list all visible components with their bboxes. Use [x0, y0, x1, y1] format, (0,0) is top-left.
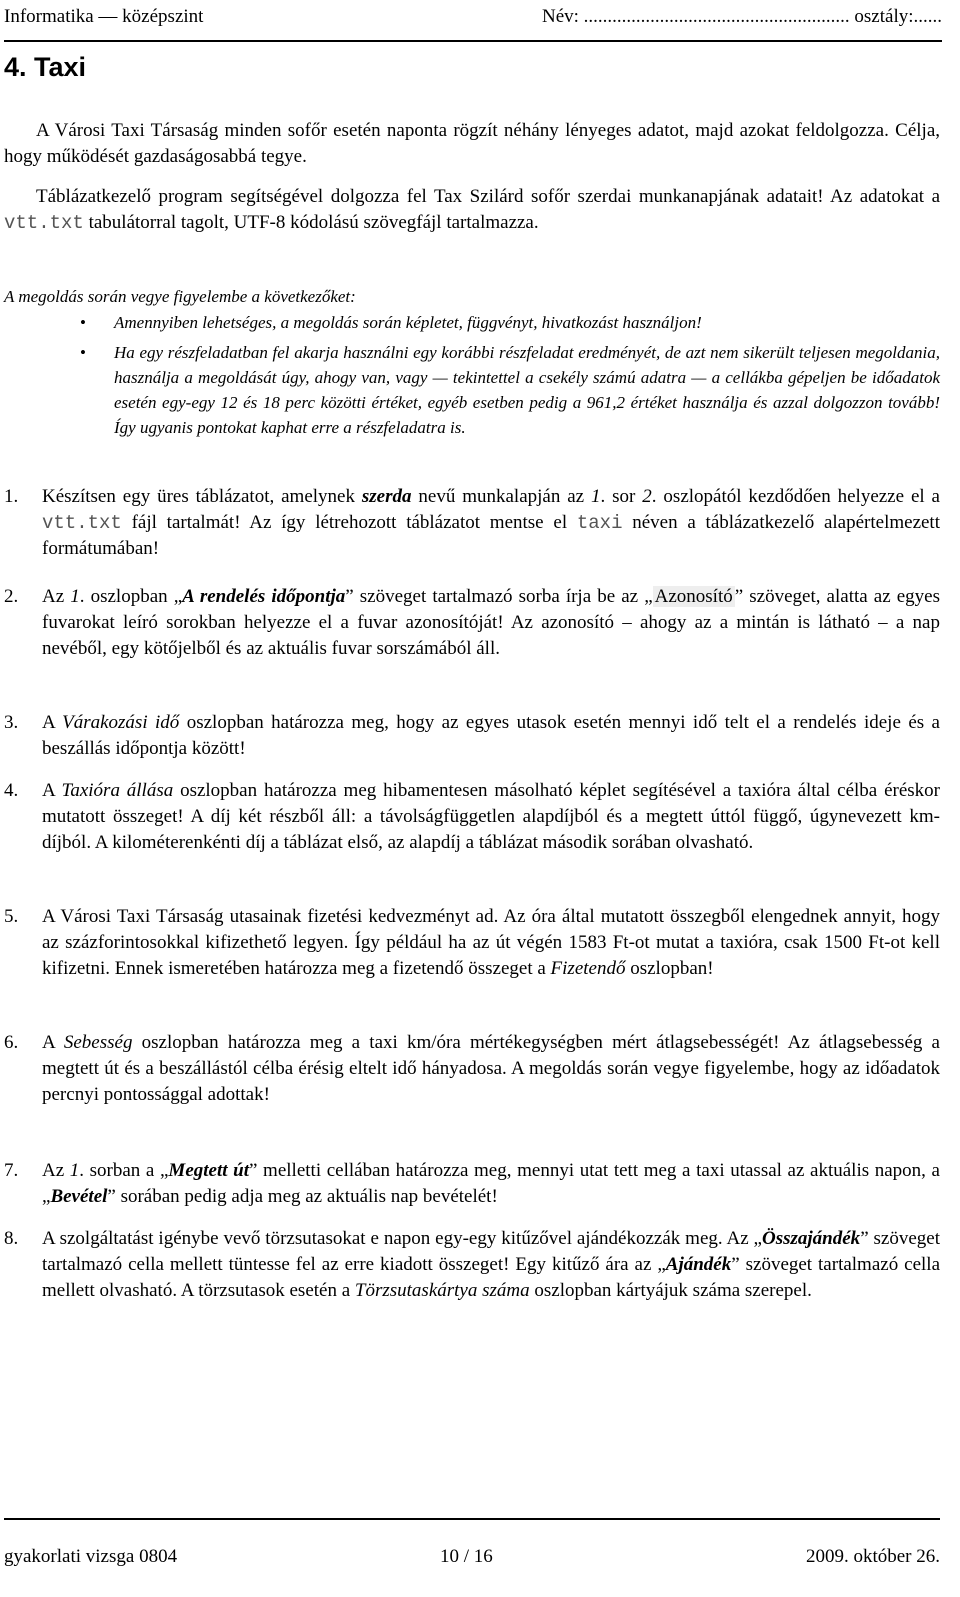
header-name-field: Név: ........................................................ osztály:...... [541, 6, 942, 27]
footer-date: 2009. október 26. [805, 1546, 940, 1567]
footer-page-number: 10 / 16 [440, 1546, 493, 1567]
highlighted-label: Azonosító [654, 586, 733, 607]
notes-bullet: • Ha egy részfeladatban fel akarja használni egy korábbi részfeladat eredményét, de azt nem sikerült teljesen megoldania, használja a megoldását úgy, ahogy van, vagy — tekintettel a csekély számú adatra — a cellákba gépeljen be időadatok esetén egy-egy 12 és 18 perc közötti értéket, egyéb esetben pedig a 961,2 értéket használja és azzal dolgozzon tovább! Így ugyanis pontokat kaphat erre a részfeladatra is. [114, 340, 940, 440]
notes-heading: A megoldás során vegye figyelembe a következőket: [4, 287, 356, 306]
task-4: 4. A Taxióra állása oszlopban határozza meg hibamentesen másolható képlet segítésével a taxióra által célba éréskor mutatott összeget! A díj két részből áll: a távolságfüggetlen alapdíjból és a megtett úttól függő, úgynevezett km-díjból. A kilométerenkénti díj a táblázat első, az alapdíj a táblázat második sorában olvasható. [4, 780, 940, 853]
task-1: 1. Készítsen egy üres táblázatot, amelynek szerda nevű munkalapján az 1. sor 2. oszlopától kezdődően helyezze el a vtt.txt fájl tartalmát! Az így létrehozott táblázatot mentse el taxi néven a táblázatkezelő alapértelmezett formátumában! [4, 486, 940, 559]
task-3: 3. A Várakozási idő oszlopban határozza meg, hogy az egyes utasok esetén mennyi idő telt el a rendelés ideje és a beszállás időpontja között! [4, 712, 940, 759]
file-name: vtt.txt [4, 212, 84, 234]
page-footer [4, 1518, 940, 1567]
page-header [4, 6, 942, 42]
intro-paragraph-1: A Városi Taxi Társaság minden sofőr esetén naponta rögzít néhány lényeges adatot, majd azokat feldolgozza. Célja, hogy működését gazdaságosabbá tegye. [4, 120, 940, 167]
intro-paragraph-2: Táblázatkezelő program segítségével dolgozza fel Tax Szilárd sofőr szerdai munkanapjának adatait! Az adatokat a vtt.txt tabulátorral tagolt, UTF-8 kódolású szövegfájl tartalmazza. [4, 186, 940, 234]
header-subject: Informatika — középszint [4, 6, 204, 27]
page-title: 4. Taxi [4, 52, 87, 82]
task-8: 8. A szolgáltatást igénybe vevő törzsutasokat e napon egy-egy kitűzővel ajándékozzák meg. Az „Összajándék” szöveget tartalmazó cella mellett tüntesse fel az erre kiadott összeget! Egy kitűző ára az „Ajándék” szöveget tartalmazó cella mellett olvasható. A törzsutasok esetén a Törzsutaskártya száma oszlopban kártyájuk száma szerepel. [4, 1228, 941, 1301]
notes-bullet: • Amennyiben lehetséges, a megoldás során képletet, függvényt, hivatkozást használjon! [114, 310, 940, 335]
task-7: 7. Az 1. sorban a „Megtett út” melletti cellában határozza meg, mennyi utat tett meg a taxi utassal az aktuális napon, a „Bevétel” sorában pedig adja meg az aktuális nap bevételét! [4, 1160, 940, 1207]
bullet-icon: • [80, 343, 86, 362]
task-6: 6. A Sebesség oszlopban határozza meg a taxi km/óra mértékegységben mért átlagsebességét! Az átlagsebesség a megtett út és a beszállástól célba érésig eltelt idő hányadosa. A megoldás során vegye figyelembe, hogy az időadatok percnyi pontossággal adottak! [4, 1032, 940, 1105]
footer-exam: gyakorlati vizsga 0804 [4, 1546, 178, 1567]
task-2: 2. Az 1. oszlopban „A rendelés időpontja” szöveget tartalmazó sorba írja be az „ Azonosító ” szöveget, alatta az egyes fuvarokat leíró sorokban helyezze el a fuvar azonosítóját! Az azonosító – ahogy az a mintán is látható – a nap nevéből, egy kötőjelből és az aktuális fuvar sorszámából áll. [4, 586, 940, 659]
bullet-icon: • [80, 313, 86, 332]
task-5: 5. A Városi Taxi Társaság utasainak fizetési kedvezményt ad. Az óra által mutatott összegből elengednek annyit, hogy az százforintosokkal kifizethető legyen. Így például ha az út végén 1583 Ft-ot mutat a taxióra, csak 1500 Ft-ot kell kifizetni. Ennek ismeretében határozza meg a fizetendő összeget a Fizetendő oszlopban! [4, 906, 940, 979]
